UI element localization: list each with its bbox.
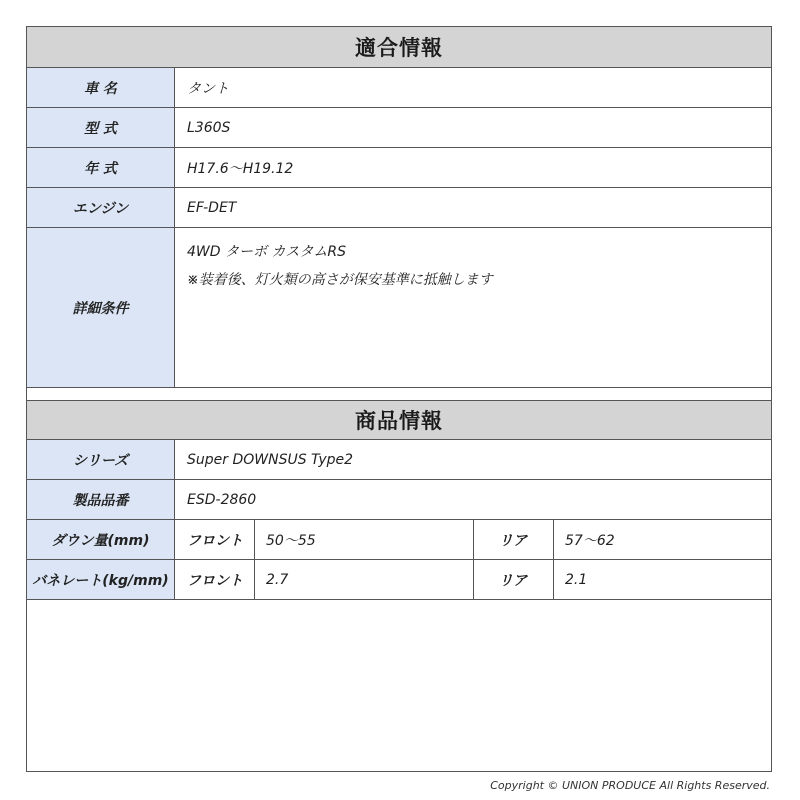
car-name-value: タント — [187, 80, 229, 97]
product-row-part-number — [27, 480, 771, 520]
fitment-row-car-name — [27, 68, 771, 108]
product-row-down-amount — [27, 520, 771, 560]
down-rear-value: 57～62 — [565, 532, 615, 549]
part-number-label: 製品品番 — [27, 480, 175, 519]
fitment-row-year — [27, 148, 771, 188]
product-row-spring-rate — [27, 560, 771, 600]
car-name-label: 車 名 — [27, 68, 175, 107]
divider — [473, 520, 474, 559]
model-code-label: 型 式 — [27, 108, 175, 147]
spring-rear-value: 2.1 — [565, 571, 588, 588]
fitment-title: 適合情報 — [27, 27, 771, 68]
part-number-value: ESD-2860 — [187, 491, 257, 508]
down-amount-label: ダウン量(mm) — [27, 520, 175, 559]
divider — [553, 520, 554, 559]
fitment-row-detail — [27, 228, 771, 387]
detail-line-note: ※装着後、灯火類の高さが保安基準に抵触します — [187, 272, 493, 288]
engine-label: エンジン — [27, 188, 175, 227]
divider — [254, 520, 255, 559]
year-label: 年 式 — [27, 148, 175, 187]
detail-conditions-label: 詳細条件 — [27, 228, 175, 387]
section-separator — [27, 387, 771, 400]
copyright-text: Copyright © UNION PRODUCE All Rights Reserved. — [490, 779, 770, 792]
divider — [473, 560, 474, 599]
fitment-row-engine — [27, 188, 771, 228]
spring-front-value: 2.7 — [266, 571, 289, 588]
fitment-row-model — [27, 108, 771, 148]
year-value: H17.6～H19.12 — [187, 160, 294, 177]
spring-rate-label: バネレート(kg/mm) — [27, 560, 175, 599]
model-code-value: L360S — [187, 119, 231, 136]
detail-conditions-value — [187, 238, 493, 294]
divider — [254, 560, 255, 599]
detail-line-grade: 4WD ターボ カスタムRS — [187, 244, 347, 260]
down-front-label: フロント — [187, 532, 243, 549]
product-row-series — [27, 440, 771, 480]
spring-front-label: フロント — [187, 572, 243, 589]
product-title: 商品情報 — [27, 400, 771, 440]
down-rear-label: リア — [499, 532, 527, 549]
down-front-value: 50～55 — [266, 532, 316, 549]
spec-sheet — [26, 26, 772, 772]
engine-value: EF-DET — [187, 199, 237, 216]
series-value: Super DOWNSUS Type2 — [187, 451, 354, 468]
spring-rear-label: リア — [499, 572, 527, 589]
series-label: シリーズ — [27, 440, 175, 479]
divider — [553, 560, 554, 599]
